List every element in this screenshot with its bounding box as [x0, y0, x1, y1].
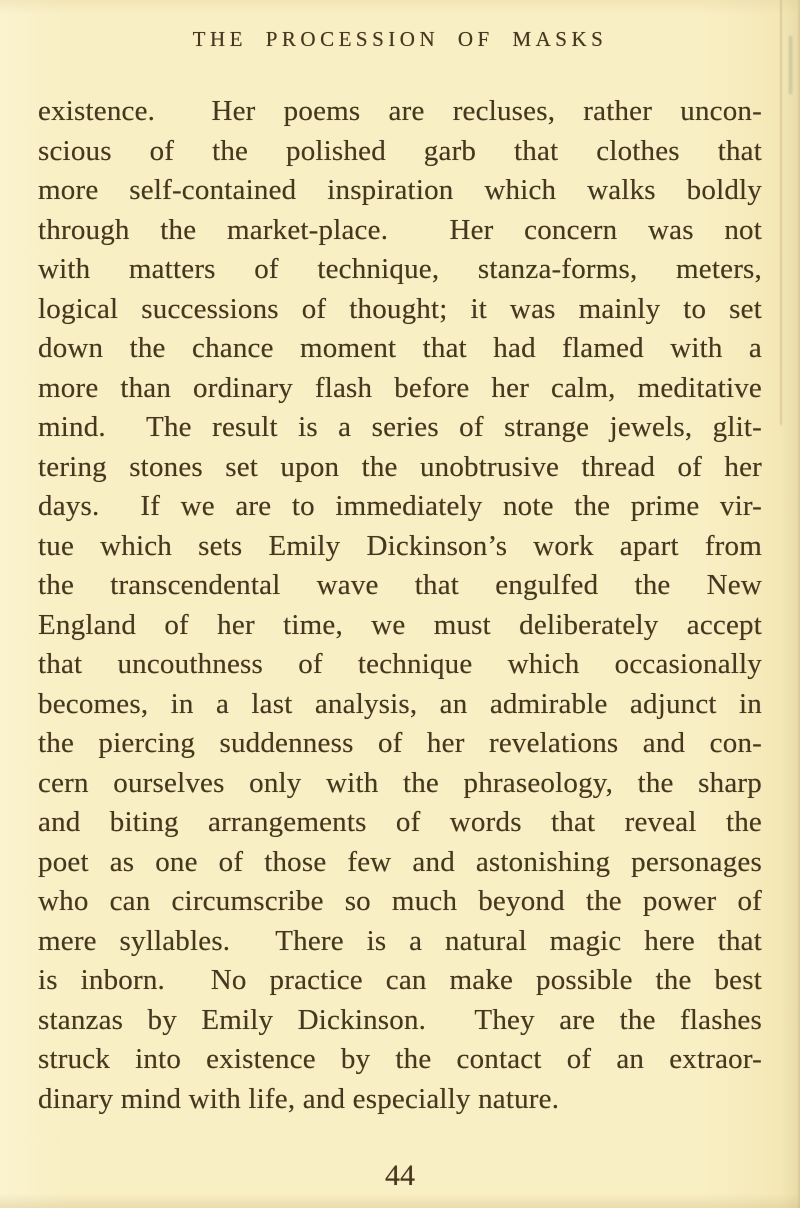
body-text	[38, 92, 762, 1119]
text-line: the piercing suddenness of her revelations and con-	[38, 727, 762, 759]
text-line: that uncouthness of technique which occasionally	[38, 648, 762, 680]
text-line: becomes, in a last analysis, an admirable adjunct in	[38, 687, 762, 720]
text-line: mind. The result is a series of strange jewels, glit-	[38, 411, 762, 443]
text-line: scious of the polished garb that clothes that	[38, 134, 762, 167]
text-line: more than ordinary flash before her calm, meditative	[38, 371, 762, 404]
scan-edge-shadow	[780, 0, 782, 425]
text-line: struck into existence by the contact of an extraor-	[38, 1043, 762, 1075]
text-line: down the chance moment that had flamed with a	[38, 332, 762, 364]
page-number: 44	[385, 1159, 415, 1192]
text-line: England of her time, we must deliberately accept	[38, 608, 762, 641]
text-line: is inborn. No practice can make possible the best	[38, 964, 762, 996]
text-line: with matters of technique, stanza-forms, meters,	[38, 253, 762, 285]
text-line: more self-contained inspiration which walks boldly	[38, 174, 762, 206]
text-line: who can circumscribe so much beyond the power of	[38, 885, 762, 917]
text-line: cern ourselves only with the phraseology, the sharp	[38, 766, 762, 799]
text-line: days. If we are to immediately note the prime vir-	[38, 490, 762, 522]
running-header: THE PROCESSION OF MASKS	[192, 27, 608, 51]
text-line: stanzas by Emily Dickinson. They are the flashes	[38, 1003, 762, 1036]
text-line: the transcendental wave that engulfed the New	[38, 569, 762, 601]
text-line: poet as one of those few and astonishing personages	[38, 845, 762, 878]
text-line: logical successions of thought; it was mainly to set	[38, 292, 762, 325]
text-line: existence. Her poems are recluses, rather uncon-	[38, 95, 762, 127]
text-line: and biting arrangements of words that reveal the	[38, 806, 762, 838]
text-line: tering stones set upon the unobtrusive thread of her	[38, 450, 762, 483]
text-line: tue which sets Emily Dickinson’s work apart from	[38, 529, 762, 562]
text-line: mere syllables. There is a natural magic here that	[38, 924, 762, 957]
text-line: through the market-place. Her concern was not	[38, 213, 762, 246]
scan-artifact-mark	[789, 36, 792, 94]
text-line: dinary mind with life, and especially nature.	[38, 1082, 560, 1115]
